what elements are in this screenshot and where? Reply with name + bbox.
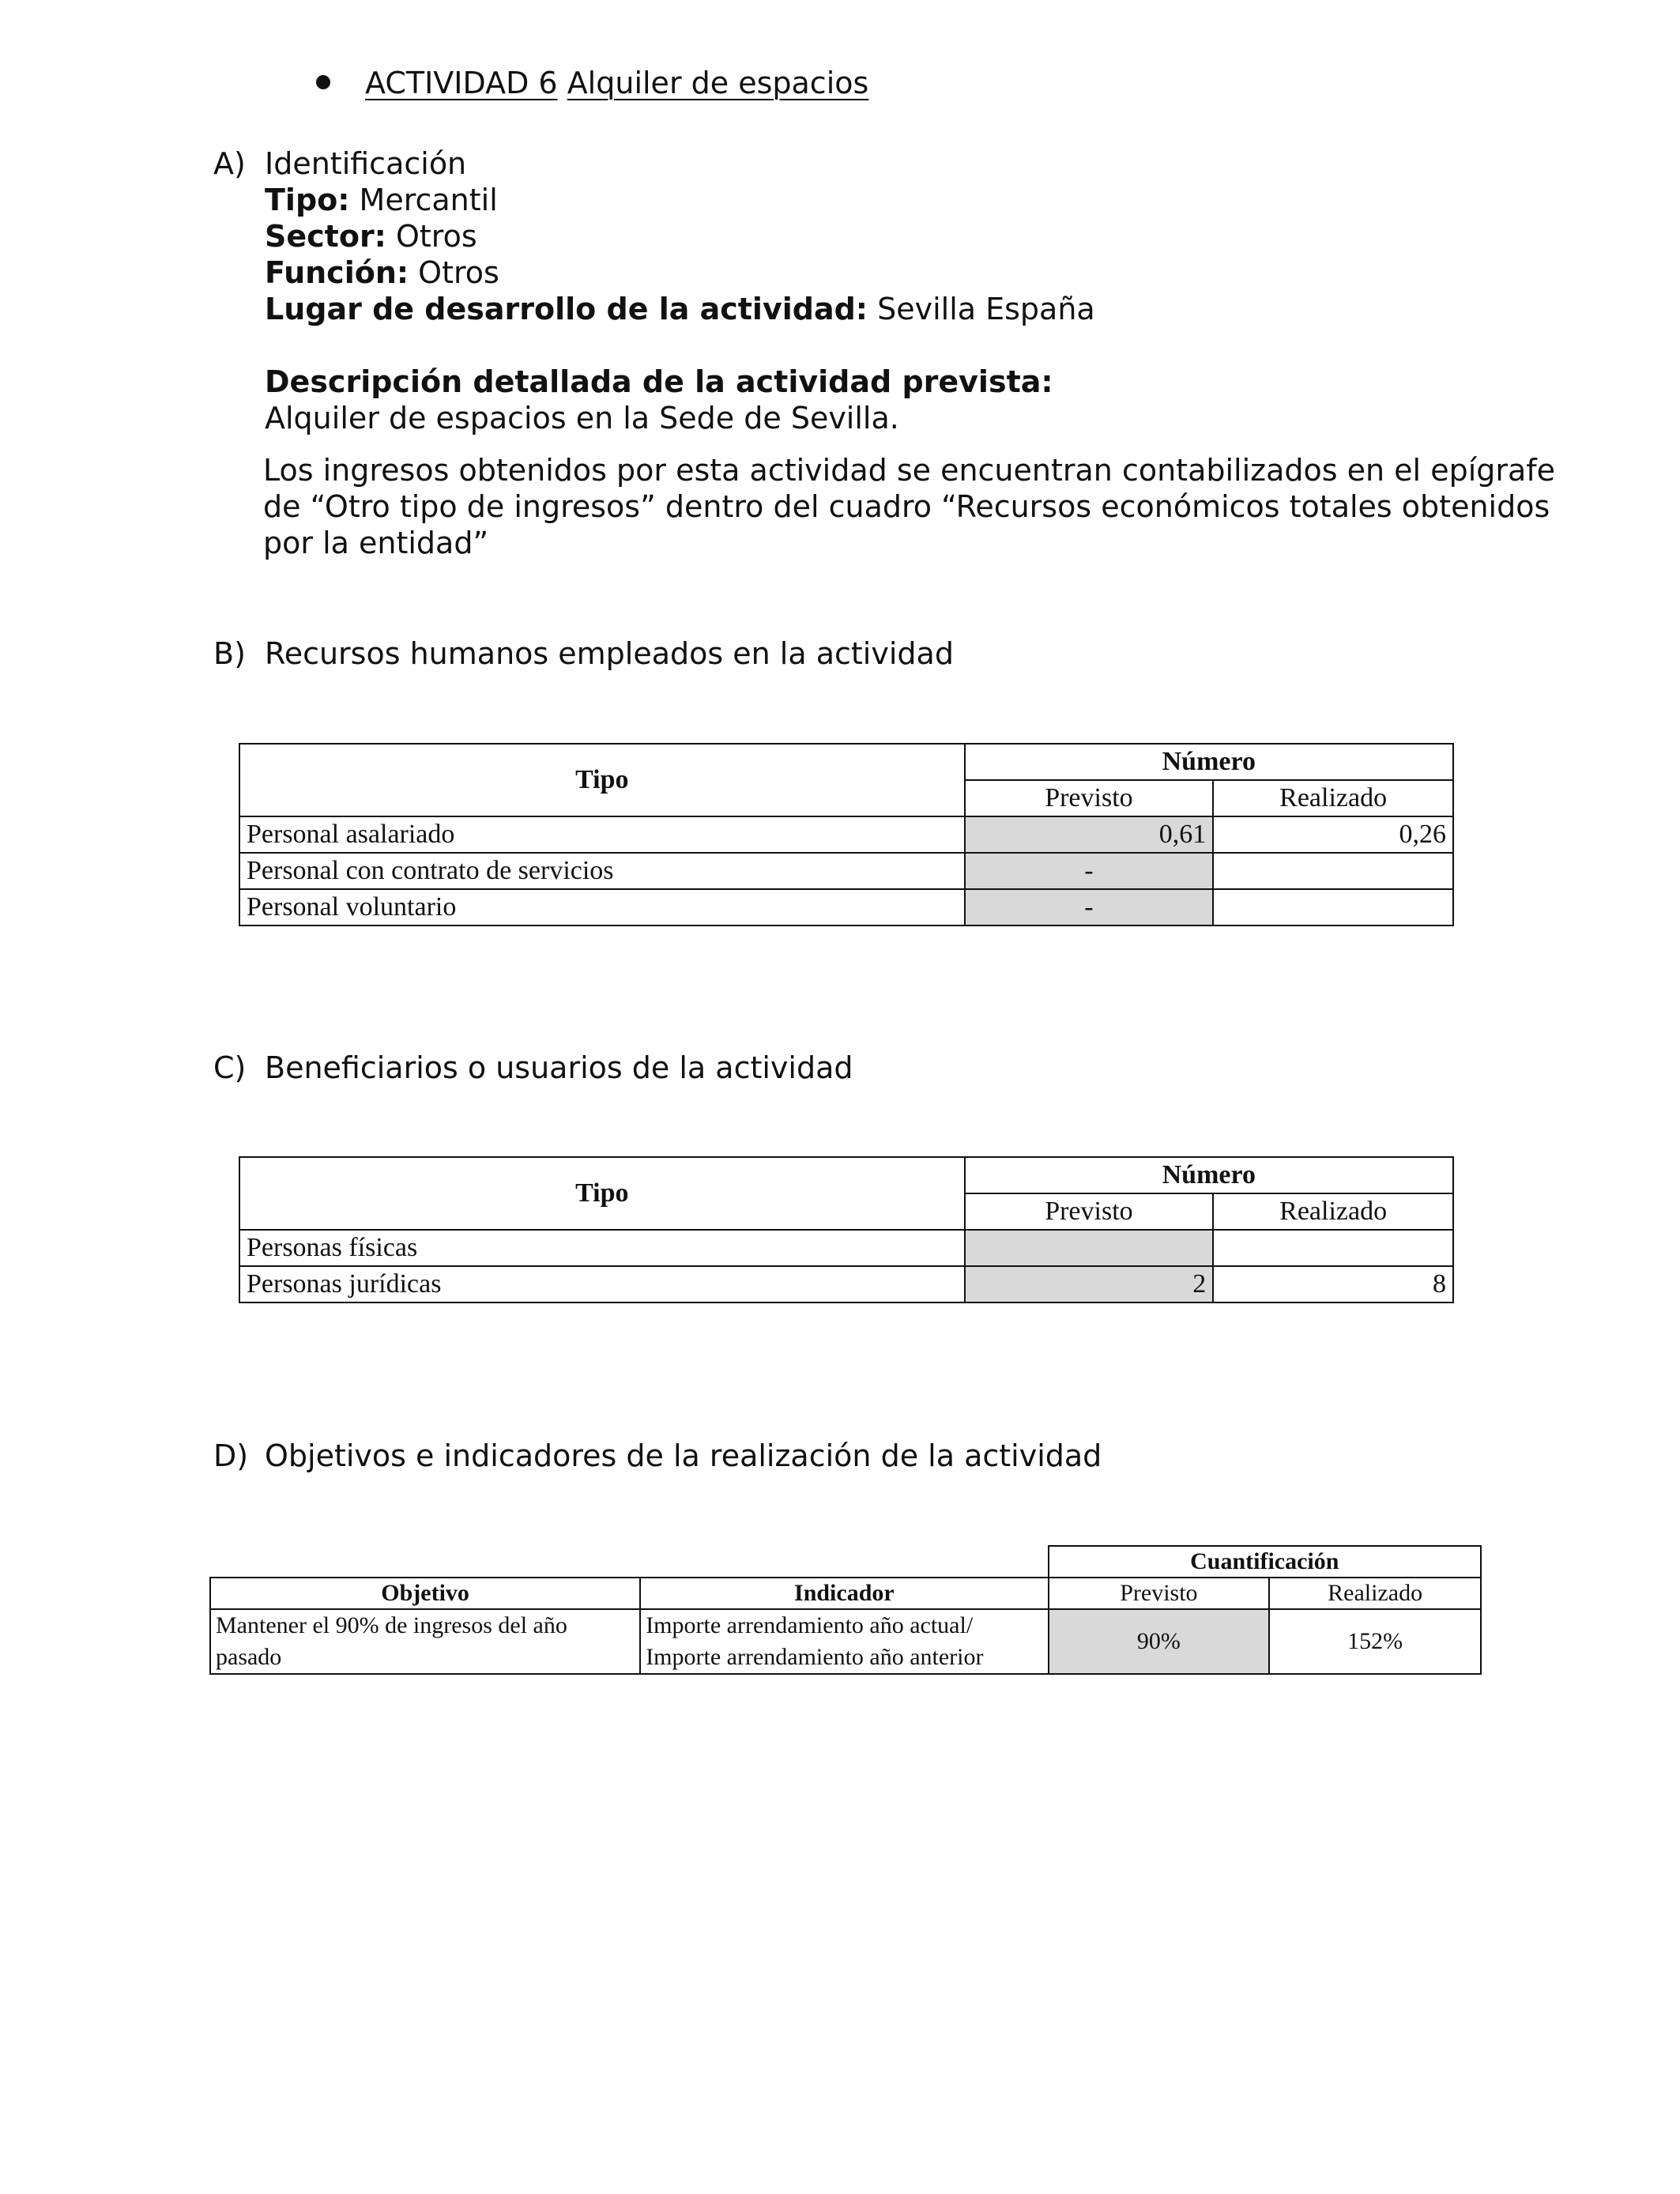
cuantificacion-header: Cuantificación — [1049, 1546, 1481, 1578]
row-realizado — [1213, 853, 1453, 889]
objetivo-header: Objetivo — [210, 1578, 640, 1609]
paragraph-line: por la entidad” — [263, 526, 489, 560]
lugar-line — [265, 291, 1095, 327]
section-a-title: Identificación — [265, 146, 467, 181]
section-a-letter: A) — [213, 146, 246, 181]
indicador-cell — [640, 1609, 1048, 1674]
table-row — [239, 1266, 1453, 1302]
row-previsto: - — [965, 889, 1214, 925]
previsto-header: Previsto — [1049, 1578, 1270, 1609]
realizado-header: Realizado — [1213, 780, 1453, 816]
objetivo-line: Mantener el 90% de ingresos del año — [216, 1612, 567, 1638]
row-previsto: - — [965, 853, 1214, 889]
recursos-humanos-table — [239, 743, 1454, 926]
row-tipo: Personal voluntario — [239, 889, 965, 925]
table-subheader-row — [210, 1578, 1481, 1609]
indicador-line: Importe arrendamiento año anterior — [646, 1644, 984, 1670]
tipo-header: Tipo — [239, 744, 965, 816]
row-realizado: 0,26 — [1213, 816, 1453, 853]
beneficiarios-table — [239, 1156, 1454, 1303]
realizado-header: Realizado — [1213, 1193, 1453, 1230]
funcion-line — [265, 254, 1095, 291]
tipo-value: Mercantil — [359, 183, 498, 217]
sector-label: Sector: — [265, 219, 386, 254]
funcion-label: Función: — [265, 255, 409, 290]
lugar-label: Lugar de desarrollo de la actividad: — [265, 292, 868, 326]
section-b-letter: B) — [213, 636, 246, 671]
section-a-paragraph — [263, 452, 1555, 561]
row-realizado — [1213, 889, 1453, 925]
previsto-header: Previsto — [965, 1193, 1214, 1230]
tipo-line — [265, 182, 1095, 218]
table-row — [239, 1230, 1453, 1266]
table-header-row — [239, 744, 1453, 780]
funcion-value: Otros — [418, 255, 499, 290]
descripcion-label: Descripción detallada de la actividad prevista: — [265, 364, 1053, 399]
table-row — [239, 853, 1453, 889]
row-tipo: Personas jurídicas — [239, 1266, 965, 1302]
table-header-row — [210, 1546, 1481, 1578]
paragraph-line: Los ingresos obtenidos por esta actividad se encuentran contabilizados en el epígrafe — [263, 453, 1556, 488]
row-previsto: 2 — [965, 1266, 1214, 1302]
objetivo-line: pasado — [216, 1644, 282, 1670]
objetivos-table — [209, 1545, 1482, 1675]
indicador-header: Indicador — [640, 1578, 1048, 1609]
row-tipo: Personas físicas — [239, 1230, 965, 1266]
paragraph-line: de “Otro tipo de ingresos” dentro del cuadro “Recursos económicos totales obtenidos — [263, 489, 1550, 524]
realizado-value: 152% — [1269, 1609, 1481, 1674]
activity-name: Alquiler de espacios — [567, 66, 869, 100]
row-realizado — [1213, 1230, 1453, 1266]
row-previsto: 0,61 — [965, 816, 1214, 853]
objetivo-cell — [210, 1609, 640, 1674]
row-tipo: Personal asalariado — [239, 816, 965, 853]
numero-header: Número — [965, 1157, 1453, 1193]
realizado-header: Realizado — [1269, 1578, 1481, 1609]
table-header-row — [239, 1157, 1453, 1193]
indicador-line: Importe arrendamiento año actual/ — [646, 1612, 974, 1638]
section-a-block — [265, 145, 1095, 436]
sector-value: Otros — [395, 219, 477, 254]
empty-header-cell — [210, 1546, 1049, 1578]
lugar-value: Sevilla España — [877, 292, 1095, 326]
table-row — [239, 889, 1453, 925]
row-realizado: 8 — [1213, 1266, 1453, 1302]
previsto-value: 90% — [1049, 1609, 1270, 1674]
section-d-letter: D) — [213, 1438, 249, 1473]
section-c-title: Beneficiarios o usuarios de la actividad — [265, 1050, 853, 1085]
numero-header: Número — [965, 744, 1453, 780]
descripcion-value: Alquiler de espacios en la Sede de Sevilla. — [265, 401, 899, 435]
section-d-title: Objetivos e indicadores de la realización de la actividad — [265, 1438, 1102, 1473]
activity-label: ACTIVIDAD 6 — [365, 66, 558, 100]
tipo-header: Tipo — [239, 1157, 965, 1230]
table-row — [210, 1609, 1481, 1674]
table-row — [239, 816, 1453, 853]
row-previsto — [965, 1230, 1214, 1266]
activity-heading — [365, 65, 868, 101]
bullet-icon — [316, 75, 330, 89]
row-tipo: Personal con contrato de servicios — [239, 853, 965, 889]
section-b-title: Recursos humanos empleados en la actividad — [265, 636, 954, 671]
tipo-label: Tipo: — [265, 183, 350, 217]
previsto-header: Previsto — [965, 780, 1214, 816]
sector-line — [265, 218, 1095, 254]
section-c-letter: C) — [213, 1050, 247, 1085]
